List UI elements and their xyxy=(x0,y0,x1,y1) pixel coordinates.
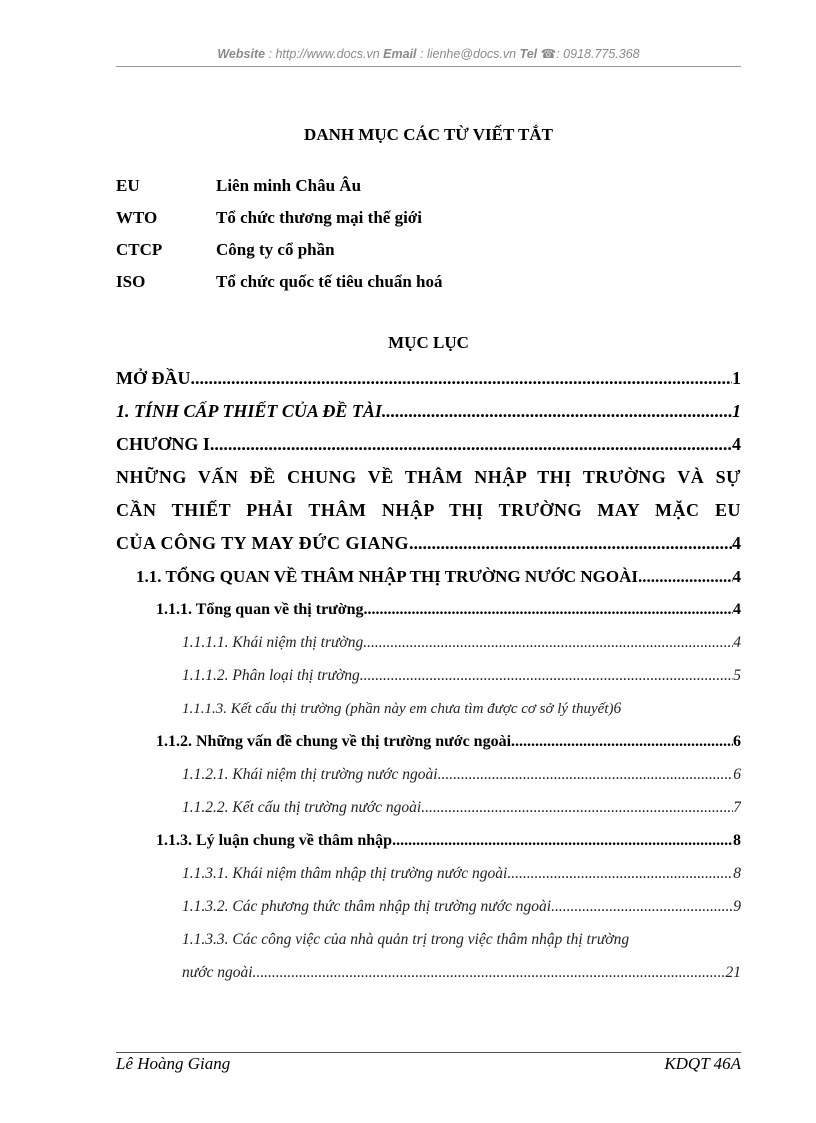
toc-leader xyxy=(253,956,726,989)
table-of-contents xyxy=(116,362,741,989)
toc-entry-text: 1.1.3. Lý luận chung về thâm nhập xyxy=(156,832,393,849)
toc-entry-1-1-3-3[interactable] xyxy=(116,923,741,989)
toc-entry-text: 1.1.1.2. Phân loại thị trường xyxy=(182,667,360,684)
email-value: : lienhe@docs.vn xyxy=(416,47,520,61)
toc-page-number: 6 xyxy=(733,766,741,783)
toc-entry-text: 1.1. TỔNG QUAN VỀ THÂM NHẬP THỊ TRƯỜNG NƯỚC NGOÀI xyxy=(136,567,639,586)
footer-author: Lê Hoàng Giang xyxy=(116,1054,231,1073)
toc-page-number: 1 xyxy=(732,401,741,421)
toc-entry-text-line: CẦN THIẾT PHẢI THÂM NHẬP THỊ TRƯỜNG MAY MẶC EU xyxy=(116,500,741,520)
toc-leader xyxy=(210,428,732,461)
toc-leader xyxy=(409,527,732,560)
toc-entry-chuong-1[interactable] xyxy=(116,428,741,461)
toc-page-number: 1 xyxy=(732,368,741,388)
toc-page-number: 4 xyxy=(732,567,741,586)
toc-leader xyxy=(438,758,734,791)
toc-entry-text: CHƯƠNG I xyxy=(116,434,210,454)
toc-entry-text: 1.1.1.1. Khái niệm thị trường xyxy=(182,634,364,651)
toc-leader xyxy=(392,824,733,857)
footer-class: KDQT 46A xyxy=(664,1054,741,1073)
toc-entry-1-1-1-1[interactable] xyxy=(116,626,741,659)
footer-divider xyxy=(116,1052,741,1053)
toc-entry-tinh-cap-thiet[interactable] xyxy=(116,395,741,428)
toc-entry-text: 1.1.2.2. Kết cấu thị trường nước ngoài xyxy=(182,799,422,816)
abbreviation-row xyxy=(116,266,741,298)
toc-page-number: 8 xyxy=(733,832,741,849)
toc-title: MỤC LỤC xyxy=(388,333,469,352)
abbreviations-list xyxy=(116,170,741,298)
toc-entry-1-1-1-3[interactable] xyxy=(116,692,741,725)
abbreviation-code: WTO xyxy=(116,208,158,227)
toc-page-number: 4 xyxy=(733,634,741,651)
abbreviation-row xyxy=(116,234,741,266)
toc-entry-1-1-1-2[interactable] xyxy=(116,659,741,692)
toc-entry-chuong-1-title[interactable] xyxy=(116,461,741,560)
website-value: : http://www.docs.vn xyxy=(265,47,384,61)
toc-page-number: 6 xyxy=(613,700,622,717)
page-header xyxy=(116,46,741,61)
toc-leader xyxy=(638,560,732,593)
toc-leader xyxy=(364,593,733,626)
toc-entry-1-1[interactable] xyxy=(116,560,741,593)
toc-entry-1-1-2-2[interactable] xyxy=(116,791,741,824)
tel-value: ☎: 0918.775.368 xyxy=(537,47,640,61)
toc-entry-text: 1.1.2. Những vấn đề chung về thị trường nước ngoài xyxy=(156,733,512,750)
abbreviations-title: DANH MỤC CÁC TỪ VIẾT TẮT xyxy=(304,125,553,144)
toc-entry-1-1-3-2[interactable] xyxy=(116,890,741,923)
abbreviation-meaning: Tổ chức quốc tế tiêu chuẩn hoá xyxy=(216,272,443,291)
toc-entry-text: 1.1.3.1. Khái niệm thâm nhập thị trường nước ngoài xyxy=(182,865,508,882)
toc-entry-text: nước ngoài xyxy=(182,964,253,981)
toc-leader xyxy=(382,395,732,428)
abbreviation-row xyxy=(116,202,741,234)
toc-leader xyxy=(421,791,733,824)
toc-page-number: 4 xyxy=(732,434,741,454)
toc-leader xyxy=(551,890,733,923)
toc-leader xyxy=(360,659,733,692)
toc-page-number: 21 xyxy=(725,964,741,981)
abbreviation-code: ISO xyxy=(116,272,146,291)
toc-entry-text: 1. TÍNH CẤP THIẾT CỦA ĐỀ TÀI xyxy=(116,401,382,421)
toc-entry-last-line xyxy=(116,527,741,560)
toc-page-number: 5 xyxy=(733,667,741,684)
toc-page-number: 6 xyxy=(733,733,741,750)
toc-entry-text: 1.1.1. Tổng quan về thị trường xyxy=(156,601,364,618)
toc-entry-1-1-2[interactable] xyxy=(116,725,741,758)
toc-leader xyxy=(507,857,733,890)
abbreviation-row xyxy=(116,170,741,202)
toc-entry-1-1-3[interactable] xyxy=(116,824,741,857)
toc-page-number: 8 xyxy=(733,865,741,882)
toc-page-number: 4 xyxy=(733,601,741,618)
toc-leader xyxy=(511,725,733,758)
toc-leader xyxy=(191,362,733,395)
toc-entry-text: MỞ ĐẦU xyxy=(116,368,191,388)
toc-entry-mo-dau[interactable] xyxy=(116,362,741,395)
abbreviation-meaning: Tổ chức thương mại thế giới xyxy=(216,208,422,227)
toc-entry-text-line: NHỮNG VẤN ĐỀ CHUNG VỀ THÂM NHẬP THỊ TRƯỜNG VÀ SỰ xyxy=(116,467,741,487)
toc-entry-text: CỦA CÔNG TY MAY ĐỨC GIANG xyxy=(116,533,410,553)
tel-label: Tel xyxy=(519,47,538,61)
abbreviation-code: EU xyxy=(116,176,140,195)
toc-entry-text-line: 1.1.3.3. Các công việc của nhà quản trị trong việc thâm nhập thị trường xyxy=(182,931,630,948)
toc-page-number: 7 xyxy=(733,799,741,816)
toc-entry-1-1-3-1[interactable] xyxy=(116,857,741,890)
toc-entry-text: 1.1.1.3. Kết cấu thị trường (phần này em chưa tìm được cơ sở lý thuyết) xyxy=(182,701,614,717)
toc-entry-text: 1.1.3.2. Các phương thức thâm nhập thị trường nước ngoài xyxy=(182,898,552,915)
abbreviation-meaning: Liên minh Châu Âu xyxy=(216,176,362,195)
page-footer xyxy=(116,1054,741,1074)
toc-page-number: 4 xyxy=(732,533,741,553)
abbreviation-meaning: Công ty cổ phần xyxy=(216,240,335,259)
abbreviation-code: CTCP xyxy=(116,240,163,259)
toc-page-number: 9 xyxy=(733,898,741,915)
toc-entry-last-line xyxy=(116,956,741,989)
email-label: Email xyxy=(383,47,417,61)
website-label: Website xyxy=(217,47,266,61)
toc-leader xyxy=(363,626,733,659)
header-divider xyxy=(116,66,741,67)
toc-entry-1-1-1[interactable] xyxy=(116,593,741,626)
toc-entry-text: 1.1.2.1. Khái niệm thị trường nước ngoài xyxy=(182,766,438,783)
toc-entry-1-1-2-1[interactable] xyxy=(116,758,741,791)
